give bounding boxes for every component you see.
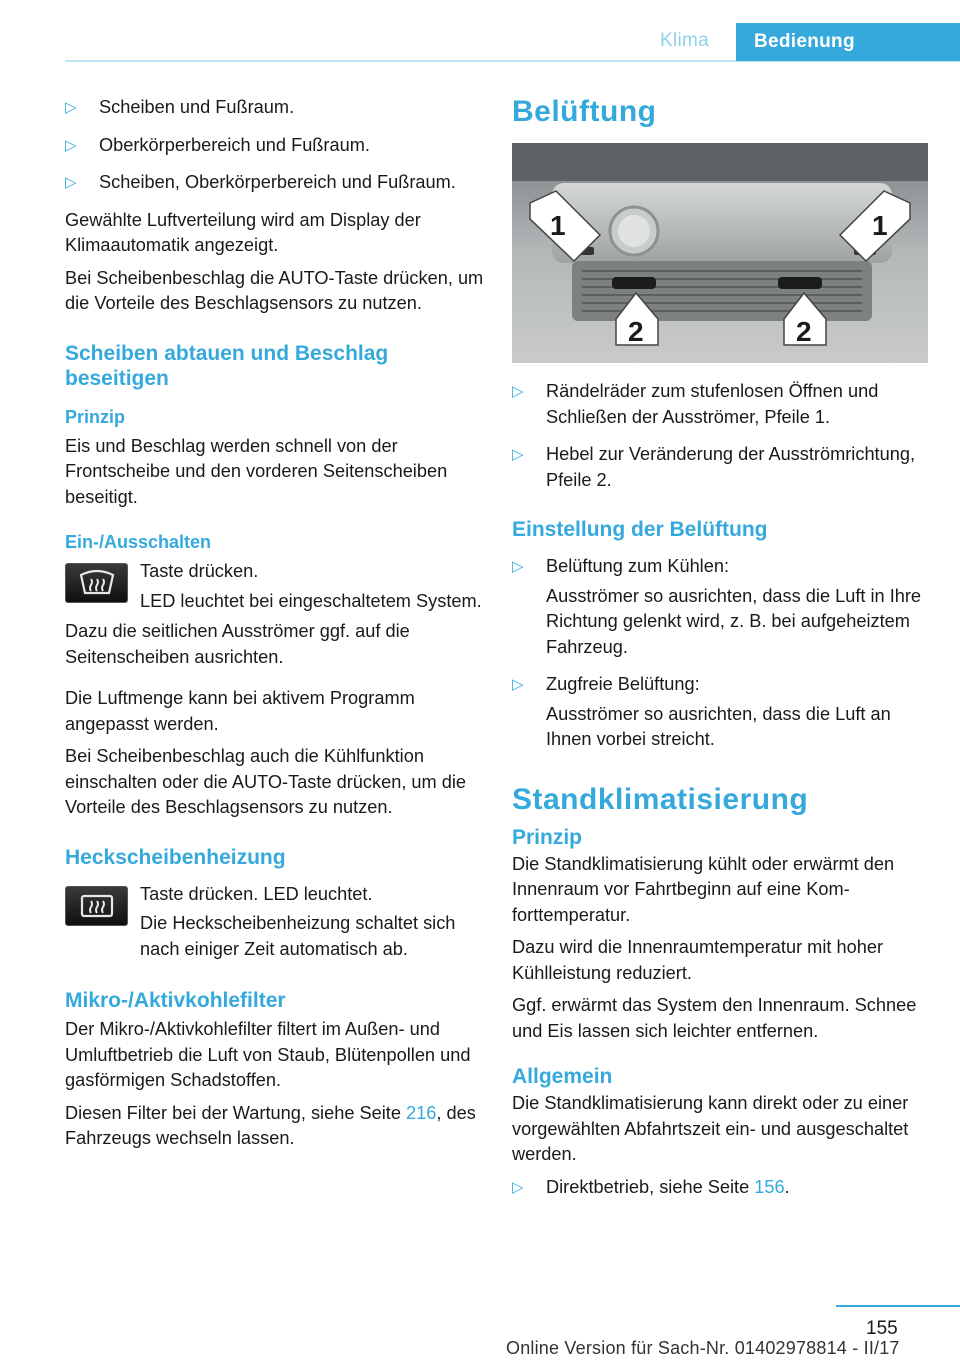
photo-label-2-right: 2 <box>796 316 812 347</box>
paragraph: Bei Scheibenbeschlag auch die Kühlfunktion einschalten oder die AUTO-Taste drücken, um die Vorteile des Beschlagsensors zu nutzen. <box>65 746 467 817</box>
section-title: Standklimatisierung <box>512 782 809 816</box>
photo-label-1-left: 1 <box>550 210 566 241</box>
list-item <box>512 1175 932 1201</box>
section-heading: Allgemein <box>512 1065 613 1088</box>
bullet-triangle-icon: ▷ <box>65 99 77 116</box>
bullet-triangle-icon: ▷ <box>65 136 77 154</box>
header-tab-label: Bedienung <box>754 31 855 52</box>
paragraph-text: , des Fahrzeugs wechseln lassen. <box>65 1102 476 1148</box>
page-number: 155 <box>866 1318 898 1339</box>
paragraph: Der Mikro-/Aktivkohlefilter filtert im Außen- und Umluftbetrieb die Luft von Staub, Blütenpollen und gasförmigen Schadstoffen. <box>65 1019 471 1090</box>
paragraph: LED leuchtet bei eingeschaltetem System. <box>140 590 482 611</box>
section-title: Belüftung <box>512 95 657 128</box>
defrost-button-row <box>65 559 485 619</box>
online-version-note: Online Version für Sach-Nr. 01402978814 - II/17 <box>506 1338 900 1358</box>
section-heading: Prinzip <box>512 825 583 849</box>
bullet-triangle-icon: ▷ <box>512 558 524 575</box>
rear-defrost-row <box>65 882 485 963</box>
footer-rule <box>836 1305 960 1307</box>
list-item-text: Zugfreie Belüftung: <box>546 674 700 694</box>
list-item-text: Direktbetrieb, siehe Seite <box>546 1176 755 1197</box>
defrost-front-icon <box>77 569 117 597</box>
section-heading: Heckscheibenheizung <box>65 845 286 869</box>
list-item <box>512 672 932 753</box>
paragraph: Taste drücken. LED leuchtet. <box>140 883 373 904</box>
bullet-triangle-icon: ▷ <box>512 676 524 693</box>
paragraph-text: Diesen Filter bei der Wartung, siehe Seite <box>65 1102 407 1123</box>
left-column <box>65 95 485 1159</box>
list-item-subtext: Ausströmer so ausrichten, dass die Luft an Ihnen vorbei streicht. <box>546 703 891 749</box>
list-item <box>512 442 932 493</box>
defrost-front-button <box>65 563 128 603</box>
list-item <box>65 170 485 196</box>
list-item <box>512 554 932 660</box>
bullet-triangle-icon: ▷ <box>512 1178 524 1196</box>
list-item-text: Hebel zur Veränderung der Ausströmrichtung, Pfeile 2. <box>546 444 916 490</box>
list-item-text: Rändelräder zum stufenlosen Öffnen und Schließen der Ausströmer, Pfeile 1. <box>546 381 879 427</box>
rear-defrost-icon <box>77 892 117 920</box>
right-column <box>512 95 932 1212</box>
photo-label-2-left: 2 <box>628 316 644 347</box>
header-section[interactable]: Klima <box>660 30 710 51</box>
paragraph: Eis und Beschlag werden schnell von der Frontscheibe und den vorderen Seitenscheiben beseitigt. <box>65 435 448 507</box>
paragraph: Ggf. erwärmt das System den Innenraum. Schnee und Eis lassen sich leichter entfernen. <box>512 995 917 1041</box>
bullet-triangle-icon: ▷ <box>512 383 524 400</box>
page-link-156[interactable]: 156 <box>754 1176 785 1197</box>
section-heading: Einstellung der Belüftung <box>512 518 768 541</box>
bullet-triangle-icon: ▷ <box>65 174 77 191</box>
paragraph: Dazu die seitlichen Ausströmer ggf. auf die Seitenscheiben ausrichten. <box>65 621 410 667</box>
list-item-text: . <box>784 1176 790 1197</box>
subheading: Ein-/Ausschalten <box>65 532 212 552</box>
paragraph <box>65 1101 485 1152</box>
paragraph: Die Standklimatisierung kühlt oder erwärmt den Innenraum vor Fahrtbeginn auf eine Komforttemperatur. <box>512 853 895 925</box>
list-item-text: Oberkörperbereich und Fußraum. <box>99 134 370 155</box>
section-heading: Mikro-/Aktivkohlefilter <box>65 989 286 1012</box>
section-heading: Scheiben abtauen und Beschlag beseitigen <box>65 341 389 390</box>
header-tab-bedienung[interactable] <box>736 23 960 61</box>
paragraph: Bei Scheibenbeschlag die AUTO-Taste drücken, um die Vorteile des Beschlagsensors zu nutzen. <box>65 267 484 313</box>
bullet-triangle-icon: ▷ <box>512 446 524 463</box>
list-item <box>65 133 485 159</box>
list-item <box>512 379 932 430</box>
subheading: Prinzip <box>65 406 126 427</box>
list-item-text: Belüftung zum Kühlen: <box>546 556 730 576</box>
list-item <box>65 95 485 121</box>
list-item-text: Scheiben, Oberkörperbereich und Fußraum. <box>99 172 456 192</box>
paragraph: Gewählte Luftverteilung wird am Display der Klimaautomatik angezeigt. <box>65 209 421 255</box>
list-item-text: Scheiben und Fußraum. <box>99 97 295 117</box>
paragraph: Die Luftmenge kann bei aktivem Programm angepasst werden. <box>65 688 415 734</box>
vent-photo <box>512 143 928 363</box>
paragraph: Die Standklimatisierung kann direkt oder zu einer vorgewählten Abfahrtszeit ein- und ausgeschaltet werden. <box>512 1093 909 1164</box>
list-item-subtext: Ausströmer so ausrichten, dass die Luft in Ihre Richtung gelenkt wird, z. B. bei aufgeheiztem Fahrzeug. <box>546 585 922 657</box>
paragraph: Taste drücken. <box>140 561 259 581</box>
paragraph: Die Heckscheibenheizung schaltet sich nach einiger Zeit automatisch ab. <box>140 913 456 959</box>
paragraph: Dazu wird die Innenraumtemperatur mit hoher Kühlleistung reduziert. <box>512 937 883 983</box>
page-link-216[interactable]: 216 <box>406 1102 437 1123</box>
photo-label-1-right: 1 <box>872 210 888 241</box>
rear-defrost-button <box>65 886 128 926</box>
